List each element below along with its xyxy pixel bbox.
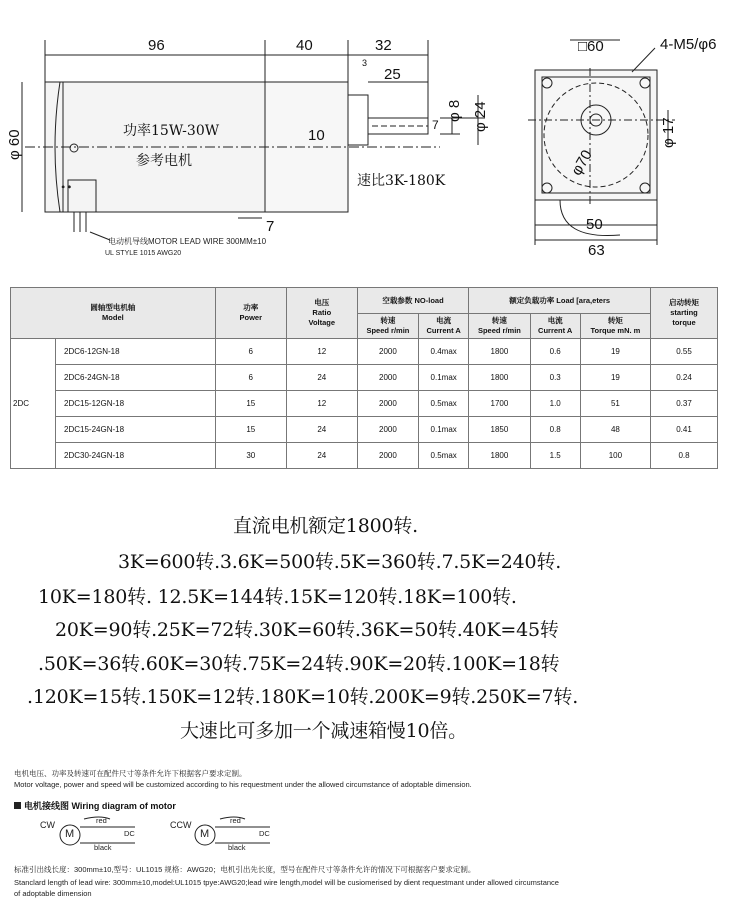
svg-text:∙∙: ∙∙ — [60, 182, 73, 193]
group-cell: 2DC — [11, 339, 56, 469]
cell-voltage: 24 — [286, 417, 357, 443]
cell-nl-current: 0.1max — [419, 417, 469, 443]
dim-7b: 7 — [266, 218, 275, 235]
cell-voltage: 24 — [286, 365, 357, 391]
cell-model: 2DC6-24GN-18 — [56, 365, 216, 391]
cell-nl-current: 0.5max — [419, 443, 469, 469]
cell-nl-speed: 2000 — [357, 365, 418, 391]
customize-note-en: Motor voltage, power and speed will be customized according to his requestment under the allowed circumstance of adoptable dimension. — [14, 780, 472, 789]
reference-motor-label: 参考电机 — [136, 153, 192, 169]
speed-note-0: 直流电机额定1800转. — [233, 515, 418, 537]
cell-nl-current: 0.5max — [419, 391, 469, 417]
cell-power: 15 — [215, 391, 286, 417]
wiring-bullet-icon — [14, 802, 21, 809]
cell-nl-current: 0.4max — [419, 339, 469, 365]
speed-note-2: 10K=180转. 12.5K=144转.15K=120转.18K=100转. — [38, 586, 517, 608]
dim-sq60: □60 — [578, 38, 604, 55]
cell-torque: 48 — [580, 417, 650, 443]
cell-model: 2DC6-12GN-18 — [56, 339, 216, 365]
cell-voltage: 24 — [286, 443, 357, 469]
cell-speed: 1850 — [469, 417, 530, 443]
table-row — [11, 417, 718, 443]
cell-start: 0.41 — [651, 417, 718, 443]
cell-model: 2DC30-24GN-18 — [56, 443, 216, 469]
speed-note-1: 3K=600转.3.6K=500转.5K=360转.7.5K=240转. — [118, 551, 562, 573]
dim-50: 50 — [586, 216, 603, 233]
wiring-title — [14, 799, 176, 812]
header-starting-torque: 启动转矩 starting torque — [651, 288, 718, 339]
cell-power: 15 — [215, 417, 286, 443]
dim-phi8: φ 8 — [446, 99, 463, 122]
cell-current: 1.5 — [530, 443, 580, 469]
cw-black: black — [94, 843, 112, 852]
cell-current: 0.6 — [530, 339, 580, 365]
dim-holes: 4-M5/φ6 — [660, 36, 717, 53]
power-label: 功率15W-30W — [123, 123, 220, 139]
motor-m-icon: M — [65, 828, 75, 840]
header-no-load: 空载参数 NO-load — [357, 288, 469, 314]
cell-torque: 51 — [580, 391, 650, 417]
header-rated-load: 额定负载功率 Load [ara,eters — [469, 288, 651, 314]
wiring-title-text: 电机接线图 Wiring diagram of motor — [24, 801, 176, 811]
cell-nl-speed: 2000 — [357, 417, 418, 443]
header-current: 电流 Current A — [530, 314, 580, 339]
header-nl-speed: 转速 Speed r/min — [357, 314, 418, 339]
header-torque: 转矩 Torque mN. m — [580, 314, 650, 339]
cell-voltage: 12 — [286, 339, 357, 365]
dim-3: 3 — [362, 58, 368, 68]
standard-note-en-1: Stanclard length of lead wire: 300mm±10,model:UL1015 tpye:AWG20;lead wire length,model will be cusiomerised by dient requestmant under allowed circumstance — [14, 878, 559, 887]
cell-speed: 1800 — [469, 365, 530, 391]
cell-speed: 1700 — [469, 391, 530, 417]
lead-wire-label: 电动机导线MOTOR LEAD WIRE 300MM±10 — [108, 237, 267, 246]
cw-dc: DC — [124, 829, 135, 838]
cell-torque: 19 — [580, 365, 650, 391]
header-model: 圆轴型电机轴 Model — [11, 288, 216, 339]
header-speed: 转速 Speed r/min — [469, 314, 530, 339]
cell-torque: 100 — [580, 443, 650, 469]
speed-note-6: 大速比可多加一个减速箱慢10倍。 — [180, 720, 467, 742]
dim-40: 40 — [296, 37, 313, 54]
customize-note-cn: 电机电压、功率及转速可在配件尺寸等条件允许下根据客户要求定制。 — [14, 769, 247, 778]
standard-note-cn: 标准引出线长度：300mm±10,型号：UL1015 规格：AWG20；电机引出先长度，型号在配件尺寸等条件允许的情况下可根据客户要求定制。 — [14, 865, 476, 874]
dim-phi60: φ 60 — [6, 129, 23, 160]
dim-phi17: φ 17 — [660, 117, 677, 148]
cell-power: 30 — [215, 443, 286, 469]
cw-red: red — [96, 816, 107, 825]
header-nl-current: 电流 Current A — [419, 314, 469, 339]
dim-10: 10 — [308, 127, 325, 144]
speed-note-4: .50K=36转.60K=30转.75K=24转.90K=20转.100K=18转 — [38, 653, 560, 675]
cell-current: 1.0 — [530, 391, 580, 417]
speed-note-3: 20K=90转.25K=72转.30K=60转.36K=50转.40K=45转 — [55, 619, 559, 641]
ccw-label: CCW — [170, 820, 192, 830]
cell-current: 0.8 — [530, 417, 580, 443]
ccw-dc: DC — [259, 829, 270, 838]
speed-note-5: .120K=15转.150K=12转.180K=10转.200K=9转.250K=7转. — [27, 686, 579, 708]
table-row — [11, 365, 718, 391]
table-row — [11, 443, 718, 469]
header-power: 功率 Power — [215, 288, 286, 339]
cell-nl-speed: 2000 — [357, 339, 418, 365]
cell-nl-speed: 2000 — [357, 443, 418, 469]
table-row — [11, 339, 718, 365]
cell-start: 0.55 — [651, 339, 718, 365]
cell-speed: 1800 — [469, 443, 530, 469]
dim-phi70: φ70 — [568, 147, 596, 179]
cell-nl-current: 0.1max — [419, 365, 469, 391]
cell-start: 0.24 — [651, 365, 718, 391]
dim-32: 32 — [375, 37, 392, 54]
cell-start: 0.37 — [651, 391, 718, 417]
standard-note-en-2: of adoptable dimension — [14, 889, 92, 898]
cell-torque: 19 — [580, 339, 650, 365]
spec-table — [10, 287, 718, 469]
ul-style-label: UL STYLE 1015 AWG20 — [105, 250, 182, 257]
dim-96: 96 — [148, 37, 165, 54]
cell-model: 2DC15-12GN-18 — [56, 391, 216, 417]
cw-label: CW — [40, 820, 55, 830]
cell-current: 0.3 — [530, 365, 580, 391]
dim-phi24: φ 24 — [472, 101, 489, 132]
dim-25: 25 — [384, 66, 401, 83]
cell-model: 2DC15-24GN-18 — [56, 417, 216, 443]
dim-7a: 7 — [432, 118, 439, 132]
cell-voltage: 12 — [286, 391, 357, 417]
cell-start: 0.8 — [651, 443, 718, 469]
speed-ratio-label: 速比3K-180K — [357, 173, 446, 189]
motor-m-icon-2: M — [200, 828, 210, 840]
cell-power: 6 — [215, 339, 286, 365]
ccw-black: black — [228, 843, 246, 852]
ccw-red: red — [230, 816, 241, 825]
cell-speed: 1800 — [469, 339, 530, 365]
cell-nl-speed: 2000 — [357, 391, 418, 417]
header-voltage: 电压 Ratio Voltage — [286, 288, 357, 339]
cell-power: 6 — [215, 365, 286, 391]
table-row — [11, 391, 718, 417]
dim-63: 63 — [588, 242, 605, 259]
